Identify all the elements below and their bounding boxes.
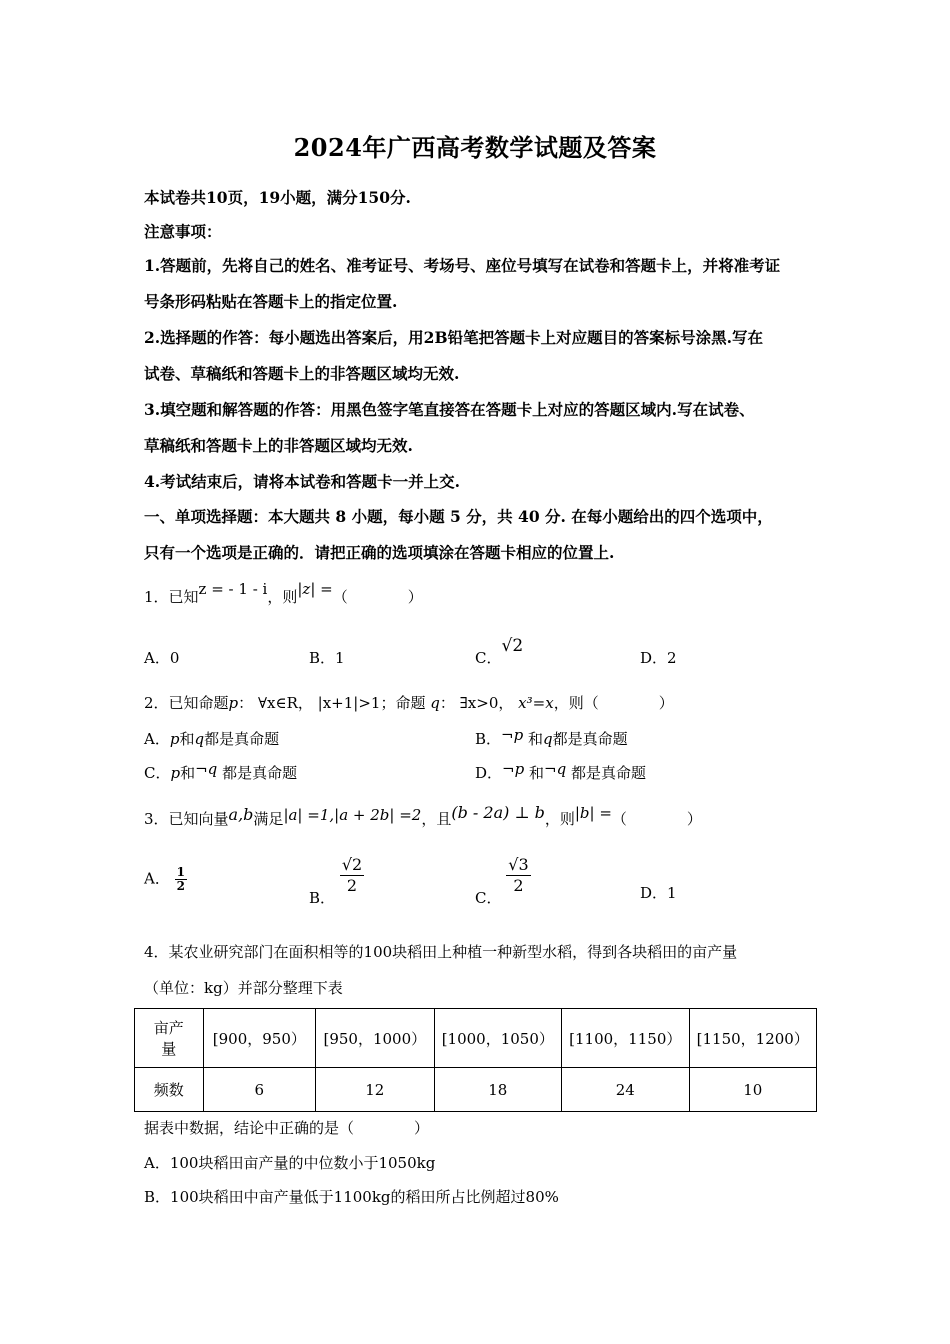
- q3-option-b-den: 2: [346, 876, 358, 895]
- q1-option-b: B．1: [309, 649, 345, 667]
- q2-option-a-q: q: [194, 730, 205, 748]
- table-header-frequency: 频数: [135, 1068, 204, 1112]
- q2-cond1: |x+1|>1: [317, 694, 381, 712]
- intro-text: 本试卷共10页，19小题，满分150分.: [144, 188, 411, 207]
- q2-option-d-text: 都是真命题: [570, 764, 646, 782]
- q2-option-b-and: 和: [527, 730, 543, 748]
- q2-option-c-and: 和: [180, 764, 196, 782]
- q2-option-d-notq: ¬q: [544, 760, 567, 778]
- q2-option-a: [144, 728, 279, 749]
- q3-option-c-den: 2: [513, 876, 524, 895]
- q2-option-b: [475, 728, 628, 749]
- page-title: 2024年广西高考数学试题及答案: [293, 133, 657, 162]
- notice-3-line-2: 草稿纸和答题卡上的非答题区域均无效.: [144, 436, 413, 455]
- q2-comma: ，: [297, 694, 313, 712]
- yield-table: [134, 1008, 817, 1112]
- q2-option-c-notq: ¬q: [195, 760, 218, 778]
- q3-bracket: （ ）: [611, 810, 702, 828]
- q2-p: p: [228, 694, 239, 712]
- q3-option-a-fraction: [175, 866, 187, 893]
- q1-option-c-value: √2: [501, 636, 524, 656]
- q3-option-a-label: A．: [144, 869, 170, 888]
- q4-option-a: A．100块稻田亩产量的中位数小于1050kg: [144, 1154, 436, 1172]
- q1-option-c: [475, 636, 524, 668]
- q2-q: q: [430, 694, 440, 712]
- q2-option-b-q: q: [543, 730, 553, 748]
- q2-cond2: x³=x: [518, 694, 554, 712]
- q1-option-c-label: C．: [475, 649, 502, 667]
- q2-option-c: [144, 762, 297, 783]
- q2-option-c-p: p: [170, 764, 181, 782]
- q2-exists: ∃x>0: [459, 694, 499, 712]
- table-header-yield-line1: 亩产: [153, 1019, 184, 1037]
- table-header-yield: [135, 1009, 204, 1068]
- q1-prefix: 1．已知: [144, 588, 199, 606]
- q4-line-1: 4．某农业研究部门在面积相等的100块稻田上种植一种新型水稻，得到各块稻田的亩产量: [144, 943, 738, 961]
- q3-option-c-fraction: [506, 855, 530, 896]
- q2-option-a-label: A．: [144, 730, 170, 748]
- table-cell-interval: [950，1000）: [316, 1009, 434, 1068]
- q4-after-table: 据表中数据，结论中正确的是（ ）: [144, 1119, 430, 1137]
- q2-option-d-and: 和: [528, 764, 544, 782]
- q2-semi: ；命题: [380, 694, 426, 712]
- q3-option-c: [475, 855, 531, 907]
- q2-option-d-notp: ¬p: [502, 760, 525, 778]
- notice-3-line-1: 3.填空题和解答题的作答：用黑色签字笔直接答在答题卡上对应的答题区域内.写在试卷、: [144, 400, 755, 419]
- q3-option-b-num: √2: [341, 855, 363, 874]
- q1-mid: ，则: [267, 588, 298, 606]
- q2-option-c-text: 都是真命题: [222, 764, 298, 782]
- section1-line-1: 一、单项选择题：本大题共 8 小题，每小题 5 分，共 40 分. 在每小题给出的四个选项中，: [144, 507, 773, 526]
- q2-option-a-text: 都是真命题: [204, 730, 280, 748]
- table-cell-count: 18: [434, 1068, 561, 1112]
- q3-vectors: a,b: [228, 805, 254, 824]
- table-cell-count: 6: [203, 1068, 316, 1112]
- q2-forall: ∀x∈R: [257, 694, 298, 712]
- q1-abs-z: |z| =: [297, 580, 333, 598]
- q2-tail: ，则（ ）: [553, 694, 674, 712]
- q3-mid3: ，则: [544, 810, 575, 828]
- q2-option-a-p: p: [169, 730, 180, 748]
- q3-prefix: 3．已知向量: [144, 810, 229, 828]
- q3-option-a: [144, 866, 187, 893]
- q4-line-2: （单位：kg）并部分整理下表: [144, 979, 343, 997]
- q2-option-b-notp: ¬p: [501, 726, 524, 744]
- table-cell-count: 24: [562, 1068, 689, 1112]
- notice-4-line-1: 4.考试结束后，请将本试卷和答题卡一并上交.: [144, 472, 461, 491]
- q1-bracket: （ ）: [332, 588, 423, 606]
- q3-abs-b: |b| =: [574, 804, 612, 822]
- q2-option-d-label: D．: [475, 764, 503, 782]
- q3-perp: (b - 2a) ⊥ b: [451, 803, 545, 822]
- q1-stem: [144, 580, 423, 607]
- table-cell-interval: [1150，1200）: [689, 1009, 817, 1068]
- q2-option-c-label: C．: [144, 764, 171, 782]
- q3-option-a-den: 2: [176, 879, 185, 893]
- table-cell-interval: [900，950）: [203, 1009, 316, 1068]
- notice-heading: 注意事项：: [144, 222, 222, 241]
- notice-1-line-1: 1.答题前，先将自己的姓名、准考证号、考场号、座位号填写在试卷和答题卡上，并将准考证: [144, 256, 781, 275]
- q2-option-d: [475, 762, 646, 783]
- q1-option-d: D．2: [640, 649, 677, 667]
- table-row-counts: [135, 1068, 817, 1112]
- q4-option-b: B．100块稻田中亩产量低于1100kg的稻田所占比例超过80%: [144, 1188, 559, 1206]
- q1-option-a: A．0: [144, 649, 180, 667]
- notice-1-line-2: 号条形码粘贴在答题卡上的指定位置.: [144, 292, 398, 311]
- q3-mid2: ，且: [421, 810, 452, 828]
- q1-expression: z = - 1 - i: [198, 580, 268, 598]
- notice-2-line-2: 试卷、草稿纸和答题卡上的非答题区域均无效.: [144, 364, 460, 383]
- q3-option-b: [309, 855, 364, 907]
- section1-line-2: 只有一个选项是正确的．请把正确的选项填涂在答题卡相应的位置上.: [144, 543, 615, 562]
- q2-stem: 2．已知命题p： ∀x∈R， |x+1|>1；命题 q： ∃x>0， x³=x，则（ ）: [144, 694, 674, 712]
- q2-colon: ：: [238, 694, 254, 712]
- q3-condition: |a| =1,|a + 2b| =2: [283, 806, 422, 824]
- q2-option-b-text: 都是真命题: [552, 730, 628, 748]
- q3-option-b-label: B．: [309, 888, 336, 907]
- q3-stem: [144, 803, 702, 829]
- q3-option-c-num: √3: [508, 855, 529, 874]
- table-row-intervals: [135, 1009, 817, 1068]
- q2-prefix: 2．已知命题: [144, 694, 229, 712]
- q2-option-b-label: B．: [475, 730, 502, 748]
- q3-option-b-fraction: [340, 855, 364, 896]
- notice-2-line-1: 2.选择题的作答：每小题选出答案后，用2B铅笔把答题卡上对应题目的答案标号涂黑.写在: [144, 328, 763, 347]
- table-cell-count: 10: [689, 1068, 817, 1112]
- q3-option-a-num: 1: [176, 865, 185, 879]
- table-cell-count: 12: [316, 1068, 434, 1112]
- table-header-yield-line2: 量: [161, 1040, 177, 1058]
- q3-option-d: D．1: [640, 884, 677, 902]
- q3-mid: 满足: [253, 810, 284, 828]
- table-cell-interval: [1100，1150）: [562, 1009, 689, 1068]
- q3-option-c-label: C．: [475, 888, 502, 907]
- q2-option-a-and: 和: [179, 730, 195, 748]
- table-cell-interval: [1000，1050）: [434, 1009, 561, 1068]
